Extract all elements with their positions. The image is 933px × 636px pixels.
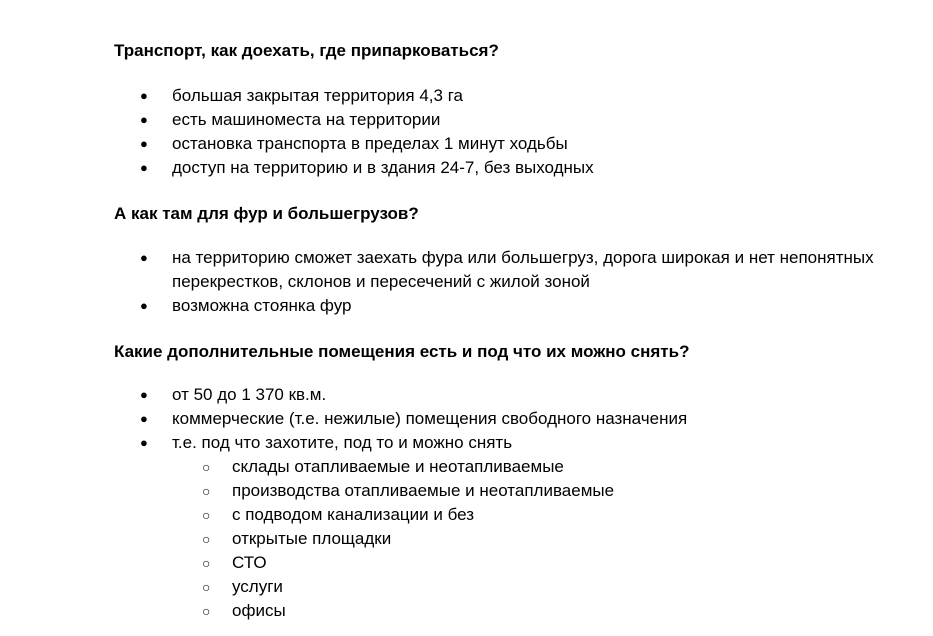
list-item: [114, 246, 874, 294]
sublist-item-text: открытые площадки: [232, 529, 392, 548]
list-item: [114, 407, 874, 431]
sublist-item: [172, 455, 874, 479]
list-item-text: т.е. под что захотите, под то и можно снять: [172, 433, 513, 452]
bullet-icon: ●: [140, 411, 148, 426]
bullet-icon: ●: [140, 250, 148, 265]
sublist-item: [172, 551, 874, 575]
list-item-text: от 50 до 1 370 кв.м.: [172, 385, 327, 404]
bullet-icon: ●: [140, 112, 148, 127]
list-transport: [114, 84, 874, 180]
sublist-item-text: склады отапливаемые и неотапливаемые: [232, 457, 564, 476]
heading-trucks: А как там для фур и большегрузов?: [114, 204, 419, 223]
list-item-text: остановка транспорта в пределах 1 минут ходьбы: [172, 134, 568, 153]
list-item-text: доступ на территорию и в здания 24-7, без выходных: [172, 158, 594, 177]
list-item-text: на территорию сможет заехать фура или большегруз, дорога широкая и нет непонятных перекрестков, склонов и пересечений с жилой зоной: [172, 248, 874, 291]
circle-bullet-icon: ○: [202, 555, 211, 571]
list-item: [114, 431, 874, 623]
list-item: [114, 108, 874, 132]
list-item: [114, 294, 874, 318]
list-item-text: коммерческие (т.е. нежилые) помещения свободного назначения: [172, 409, 688, 428]
bullet-icon: ●: [140, 136, 148, 151]
list-item-text: большая закрытая территория 4,3 га: [172, 86, 463, 105]
list-trucks: [114, 246, 874, 318]
circle-bullet-icon: ○: [202, 483, 211, 499]
sublist-item-text: услуги: [232, 577, 283, 596]
list-premises: [114, 383, 874, 623]
bullet-icon: ●: [140, 387, 148, 402]
circle-bullet-icon: ○: [202, 579, 211, 595]
heading-premises: Какие дополнительные помещения есть и под что их можно снять?: [114, 342, 690, 361]
sublist-item: [172, 479, 874, 503]
bullet-icon: ●: [140, 298, 148, 313]
circle-bullet-icon: ○: [202, 603, 211, 619]
bullet-icon: ●: [140, 88, 148, 103]
bullet-icon: ●: [140, 160, 148, 175]
sublist-item: [172, 527, 874, 551]
sublist-item-text: с подводом канализации и без: [232, 505, 475, 524]
list-item-text: возможна стоянка фур: [172, 296, 352, 315]
circle-bullet-icon: ○: [202, 507, 211, 523]
circle-bullet-icon: ○: [202, 531, 211, 547]
sublist-premises-uses: [172, 455, 874, 623]
sublist-item: [172, 503, 874, 527]
bullet-icon: ●: [140, 435, 148, 450]
list-item: [114, 156, 874, 180]
circle-bullet-icon: ○: [202, 459, 211, 475]
sublist-item: [172, 599, 874, 623]
heading-transport: Транспорт, как доехать, где припарковаться?: [114, 41, 499, 60]
list-item: [114, 84, 874, 108]
list-item: [114, 383, 874, 407]
sublist-item-text: производства отапливаемые и неотапливаемые: [232, 481, 615, 500]
list-item-text: есть машиноместа на территории: [172, 110, 441, 129]
list-item: [114, 132, 874, 156]
sublist-item-text: офисы: [232, 601, 286, 620]
sublist-item: [172, 575, 874, 599]
sublist-item-text: СТО: [232, 553, 267, 572]
